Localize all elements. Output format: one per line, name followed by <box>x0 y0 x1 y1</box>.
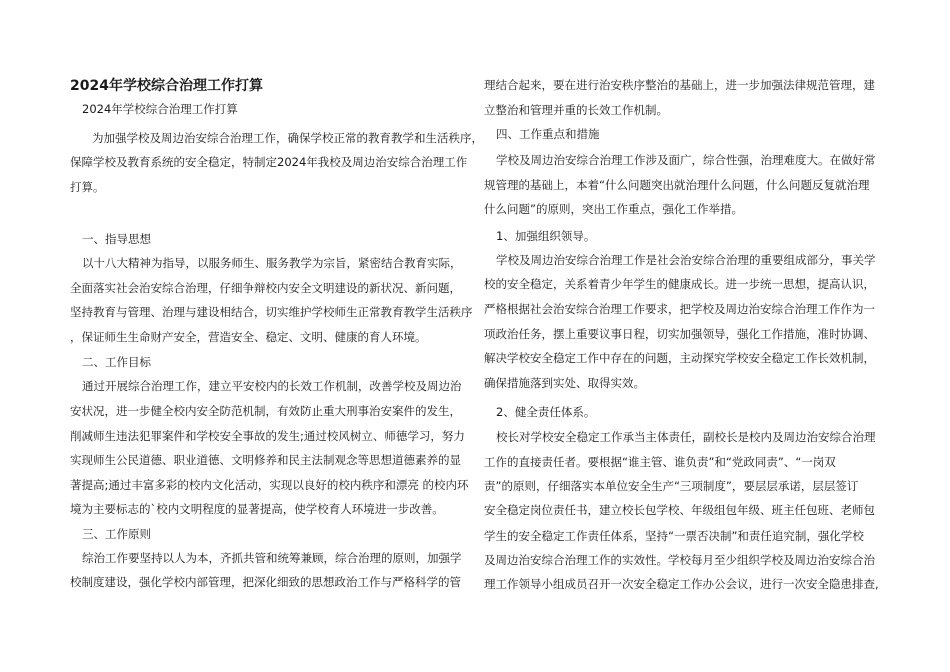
paragraph-line: 综治工作要坚持以人为本，齐抓共管和统筹兼顾，综合治理的原则，加强学 <box>82 551 462 565</box>
paragraph-line: 坚持教育与管理、治理与建设相结合，切实维护学校师生正常教育教学生活秩序 <box>70 305 473 319</box>
paragraph-line: 解决学校安全稳定工作中存在的问题，主动探究学校安全稳定工作长效机制， <box>484 351 875 365</box>
paragraph-line: ，保证师生生命财产安全，营造安全、稳定、文明、健康的育人环境。 <box>70 330 427 344</box>
paragraph-line: 确保措施落到实处、取得实效。 <box>484 376 645 390</box>
paragraph-line: 项政治任务，摆上重要议事日程，切实加强领导，强化工作措施，准时协调、 <box>484 327 875 341</box>
paragraph-line: 理工作领导小组成员召开一次安全稳定工作办公会议，进行一次安全隐患排查, <box>484 577 879 591</box>
paragraph-line: 保障学校及教育系统的安全稳定，特制定2024年我校及周边治安综合治理工作 <box>70 155 468 169</box>
paragraph-line: 三、工作原则 <box>82 527 151 541</box>
paragraph-line: 校制度建设，强化学校内部管理，把深化细致的思想政治工作与严格科学的管 <box>70 575 461 589</box>
paragraph-line: 严格根据社会治安综合治理工作要求，把学校及周边治安综合治理工作作为一 <box>484 302 875 316</box>
paragraph-line: 2、健全责任体系。 <box>496 405 596 419</box>
document-title: 2024年学校综合治理工作打算 <box>70 78 263 94</box>
paragraph-line: 通过开展综合治理工作，建立平安校内的长效工作机制，改善学校及周边治 <box>82 379 462 393</box>
paragraph-line: 及周边治安综合治理工作的实效性。学校每月至少组织学校及周边治安综合治 <box>484 553 875 567</box>
paragraph-line: 安全稳定岗位责任书，建立校长包学校、年级组包年级、班主任包班、老师包 <box>484 503 875 517</box>
paragraph-line: 二、工作目标 <box>82 355 151 369</box>
paragraph-line: 什么问题”的原则，突出工作重点，强化工作举措。 <box>484 202 743 216</box>
paragraph-line: 打算。 <box>70 180 105 194</box>
paragraph-line: 工作的直接责任者。要根据“谁主管、谁负责”和“党政同责”、“一岗双 <box>484 455 836 469</box>
paragraph-line: 为加强学校及周边治安综合治理工作，确保学校正常的教育教学和生活秩序， <box>92 131 483 145</box>
paragraph-line: 境为主要标志的`校内文明程度的显著提高，使学校育人环境进一步改善。 <box>70 502 444 516</box>
paragraph-line: 一、指导思想 <box>82 232 151 246</box>
paragraph-line: 实现师生公民道德、职业道德、文明修养和民主法制观念等思想道德素养的显 <box>70 453 461 467</box>
paragraph-line: 责”的原则，仔细落实本单位安全生产“三项制度”，要层层承诺，层层签订 <box>484 479 859 493</box>
paragraph-line: 校的安全稳定，关系着青少年学生的健康成长。进一步统一思想，提高认识， <box>484 277 875 291</box>
paragraph-line: 2024年学校综合治理工作打算 <box>82 102 238 116</box>
paragraph-line: 理结合起来，要在进行治安秩序整治的基础上，进一步加强法律规范管理，建 <box>484 78 875 92</box>
paragraph-line: 全面落实社会治安综合治理，仔细争辩校内安全文明建设的新状况、新问题， <box>70 281 461 295</box>
paragraph-line: 校长对学校安全稳定工作承当主体责任，副校长是校内及周边治安综合治理 <box>496 430 876 444</box>
paragraph-line: 学校及周边治安综合治理工作是社会治安综合治理的重要组成部分，事关学 <box>496 253 876 267</box>
paragraph-line: 著提高;通过丰富多彩的校内文化活动，实现以良好的校内秩序和漂亮 的校内环 <box>70 478 469 492</box>
paragraph-line: 学校及周边治安综合治理工作涉及面广，综合性强，治理难度大。在做好常 <box>496 153 876 167</box>
paragraph-line: 以十八大精神为指导，以服务师生、服务教学为宗旨，紧密结合教育实际， <box>82 256 462 270</box>
paragraph-line: 1、加强组织领导。 <box>496 229 596 243</box>
paragraph-line: 学生的安全稳定工作责任体系，坚持“一票否决制”和责任追究制，强化学校 <box>484 529 864 543</box>
paragraph-line: 四、工作重点和措施 <box>496 127 600 141</box>
paragraph-line: 立整治和管理并重的长效工作机制。 <box>484 103 668 117</box>
paragraph-line: 削减师生违法犯罪案件和学校安全事故的发生;通过校风树立、师德学习，努力 <box>70 429 465 443</box>
paragraph-line: 安状况，进一步健全校内安全防范机制，有效防止重大刑事治安案件的发生， <box>70 404 461 418</box>
paragraph-line: 规管理的基础上，本着“什么问题突出就治理什么问题，什么问题反复就治理 <box>484 178 870 192</box>
